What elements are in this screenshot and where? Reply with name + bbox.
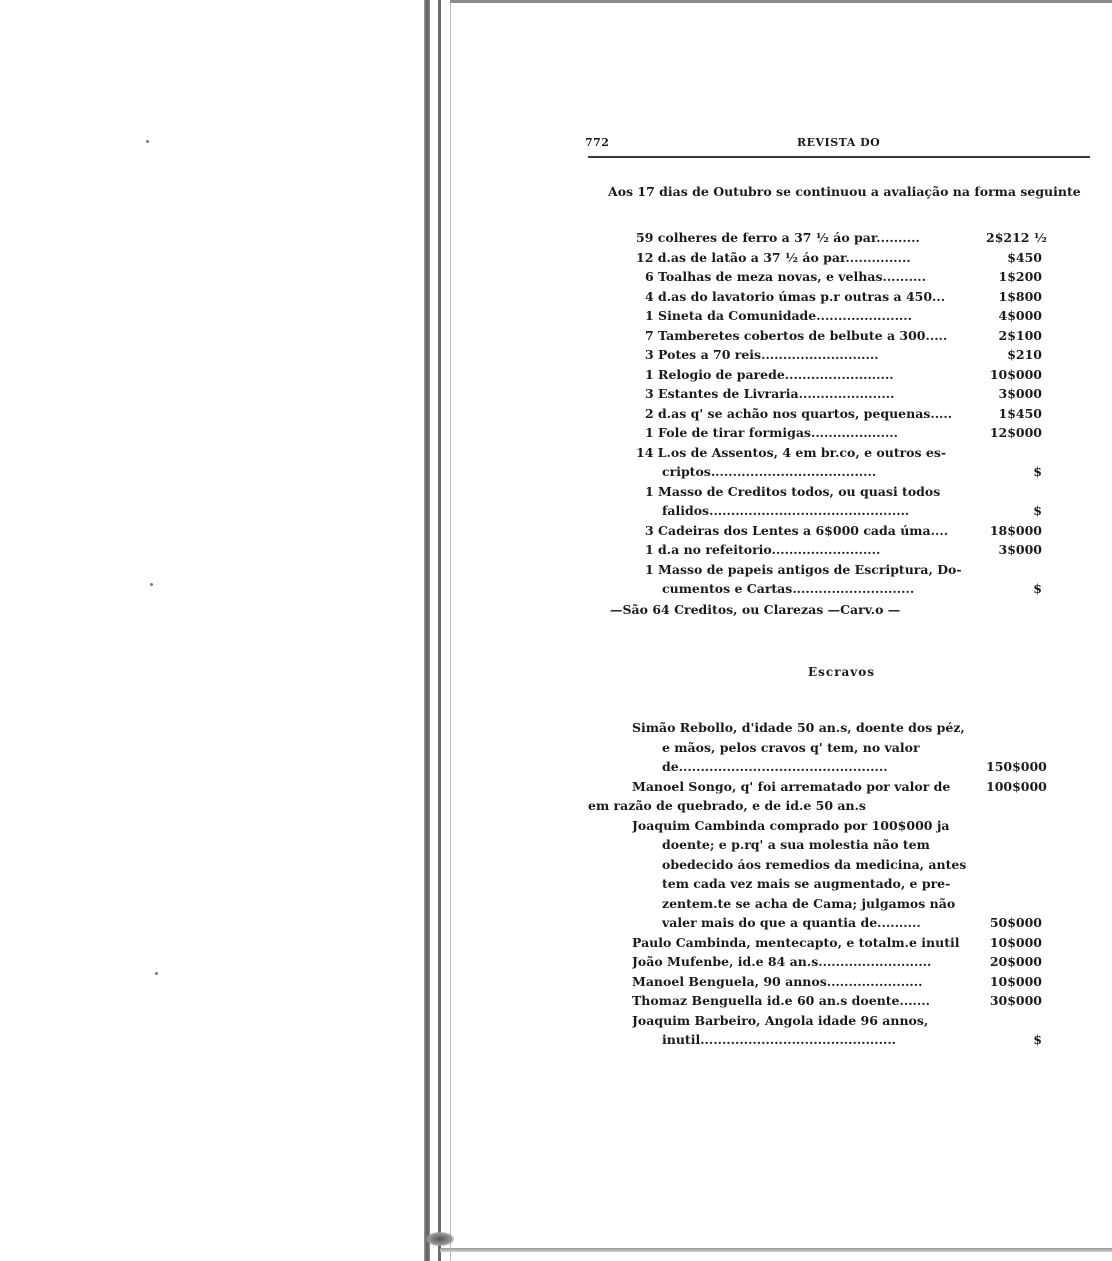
inventory-row-text: 14 L.os de Assentos, 4 em br.co, e outros es- xyxy=(636,444,947,460)
slave-row xyxy=(590,1011,1070,1031)
inventory-row xyxy=(590,521,1070,541)
slave-row-text: doente; e p.rq' a sua molestia não tem xyxy=(662,837,930,852)
inventory-row-text: 1 Masso de Creditos todos, ou quasi todos xyxy=(645,483,941,499)
slave-row-text: e mãos, pelos cravos q' tem, no valor xyxy=(662,739,920,755)
scan-speck xyxy=(150,583,153,586)
inventory-row-text: 1 Masso de papeis antigos de Escriptura, Do- xyxy=(645,561,962,577)
slave-row-value: 10$000 xyxy=(989,973,1042,989)
slave-row-text: Paulo Cambinda, mentecapto, e totalm.e inutil xyxy=(632,934,960,950)
slave-row-text: João Mufenbe, id.e 84 an.s.......................... xyxy=(632,954,932,969)
slave-row xyxy=(590,718,1070,738)
slave-row-text: obedecido áos remedios da medicina, antes xyxy=(662,856,967,872)
slave-row xyxy=(590,913,1070,933)
inventory-row-value: $ xyxy=(1033,464,1042,479)
slave-row-text: Joaquim Barbeiro, Angola idade 96 annos, xyxy=(632,1012,929,1028)
slave-row xyxy=(590,952,1070,972)
slave-row-text: inutil............................................. xyxy=(662,1032,897,1047)
slave-row xyxy=(590,796,1070,816)
inventory-row xyxy=(590,306,1070,326)
inventory-row-text: falidos.............................................. xyxy=(662,503,910,518)
inventory-row-value: $450 xyxy=(1007,249,1042,265)
scan-speck xyxy=(155,972,158,975)
inventory-row-value: 18$000 xyxy=(989,522,1042,538)
inventory-row xyxy=(590,384,1070,404)
inventory-row-text: cumentos e Cartas............................ xyxy=(662,581,915,596)
page-top-edge xyxy=(450,0,1112,3)
slave-row-text: zentem.te se acha de Cama; julgamos não xyxy=(662,895,956,911)
slave-row-text: Thomaz Benguella id.e 60 an.s doente....... xyxy=(632,993,930,1008)
inventory-row xyxy=(590,462,1070,482)
inventory-row-value: $210 xyxy=(1007,347,1042,362)
slave-row xyxy=(590,738,1070,758)
inventory-row-text: 1 d.a no refeitorio......................... xyxy=(645,542,881,557)
inventory-row-value: 1$450 xyxy=(998,405,1042,421)
slave-row-value: 150$000 xyxy=(986,759,1047,774)
inventory-row-text: 3 Cadeiras dos Lentes a 6$000 cada úma.... xyxy=(645,522,949,538)
slave-row-text: Simão Rebollo, d'idade 50 an.s, doente dos péz, xyxy=(632,720,965,735)
inventory-row xyxy=(590,501,1070,521)
slave-row-value: 10$000 xyxy=(989,934,1042,950)
slave-row xyxy=(590,991,1070,1011)
inventory-row-value: 4$000 xyxy=(998,308,1042,323)
inventory-row-value: 3$000 xyxy=(998,542,1042,557)
slave-row xyxy=(590,777,1070,797)
inventory-row-text: 12 d.as de latão a 37 ½ áo par............... xyxy=(636,249,911,265)
slave-row-value: 20$000 xyxy=(989,954,1042,969)
header-rule xyxy=(588,156,1090,158)
inventory-row xyxy=(590,540,1070,560)
inventory-row xyxy=(590,345,1070,365)
slave-row-text: em razão de quebrado, e de id.e 50 an.s xyxy=(588,798,866,813)
inventory-row-value: $ xyxy=(1033,503,1042,518)
slave-row-value: 30$000 xyxy=(989,993,1042,1008)
inventory-row-text: criptos...................................... xyxy=(662,464,877,479)
slave-row xyxy=(590,816,1070,836)
book-spine-shadow xyxy=(424,0,430,1261)
running-title: REVISTA DO xyxy=(797,136,881,149)
inventory-row xyxy=(590,404,1070,424)
inventory-row xyxy=(590,365,1070,385)
inventory-row-text: 7 Tamberetes cobertos de belbute a 300..... xyxy=(645,327,948,343)
inventory-list xyxy=(590,228,1070,599)
slave-row xyxy=(590,874,1070,894)
inventory-row xyxy=(590,560,1070,580)
inventory-row-value: 10$000 xyxy=(989,366,1042,382)
inventory-row-text: 1 Fole de tirar formigas.................... xyxy=(645,425,899,440)
book-spine-edge xyxy=(438,0,441,1261)
inventory-row xyxy=(590,248,1070,268)
inventory-row xyxy=(590,423,1070,443)
slave-row xyxy=(590,855,1070,875)
inventory-row-value: 1$200 xyxy=(998,269,1042,284)
running-header xyxy=(585,136,1090,154)
slave-row xyxy=(590,1030,1070,1050)
slave-row-text: Manoel Songo, q' foi arrematado por valor de xyxy=(632,778,951,794)
slave-row xyxy=(590,835,1070,855)
slave-row-text: tem cada vez mais se augmentado, e pre- xyxy=(662,876,951,891)
slave-list xyxy=(590,718,1070,1050)
inventory-row xyxy=(590,443,1070,463)
inventory-row-text: 6 Toalhas de meza novas, e velhas.......... xyxy=(645,269,926,284)
inventory-row-text: 1 Sineta da Comunidade...................... xyxy=(645,308,912,323)
inventory-row xyxy=(590,482,1070,502)
page-bottom-edge xyxy=(440,1248,1112,1252)
slave-row-text: de................................................ xyxy=(662,759,888,774)
inventory-row-value: $ xyxy=(1033,581,1042,596)
page-edge-line xyxy=(450,0,451,1261)
slave-row-text: valer mais do que a quantia de.......... xyxy=(662,915,921,930)
slave-row-text: Manoel Benguela, 90 annos...................... xyxy=(632,973,923,989)
inventory-row xyxy=(590,267,1070,287)
inventory-row xyxy=(590,579,1070,599)
slave-row-value: 50$000 xyxy=(989,915,1042,930)
creditos-note: —São 64 Creditos, ou Clarezas —Carv.o — xyxy=(610,602,901,617)
inventory-row-value: 2$212 ½ xyxy=(986,230,1047,245)
inventory-row-value: 3$000 xyxy=(998,386,1042,401)
inventory-row xyxy=(590,228,1070,248)
scan-speck xyxy=(146,140,149,143)
inventory-row-value: 12$000 xyxy=(989,425,1042,440)
page-number: 772 xyxy=(585,136,610,149)
inventory-row xyxy=(590,326,1070,346)
inventory-row-text: 3 Potes a 70 reis........................... xyxy=(645,347,879,362)
inventory-row-value: 1$800 xyxy=(998,288,1042,304)
slave-row xyxy=(590,972,1070,992)
inventory-row-text: 59 colheres de ferro a 37 ½ áo par.......... xyxy=(636,230,920,245)
slave-row xyxy=(590,894,1070,914)
slave-row xyxy=(590,757,1070,777)
slave-row-value: $ xyxy=(1033,1032,1042,1047)
inventory-row xyxy=(590,287,1070,307)
inventory-row-text: 2 d.as q' se achão nos quartos, pequenas..... xyxy=(645,405,953,421)
intro-paragraph: Aos 17 dias de Outubro se continuou a avaliação na forma seguinte xyxy=(608,184,1081,199)
inventory-row-text: 4 d.as do lavatorio úmas p.r outras a 450... xyxy=(645,288,946,304)
inventory-row-text: 1 Relogio de parede......................... xyxy=(645,366,894,382)
slave-row-value: 100$000 xyxy=(986,778,1047,794)
inventory-row-value: 2$100 xyxy=(998,327,1042,343)
inventory-row-text: 3 Estantes de Livraria...................... xyxy=(645,386,895,401)
ink-blot xyxy=(426,1232,454,1246)
section-heading: Escravos xyxy=(808,665,876,679)
slave-row-text: Joaquim Cambinda comprado por 100$000 ja xyxy=(632,817,950,833)
slave-row xyxy=(590,933,1070,953)
